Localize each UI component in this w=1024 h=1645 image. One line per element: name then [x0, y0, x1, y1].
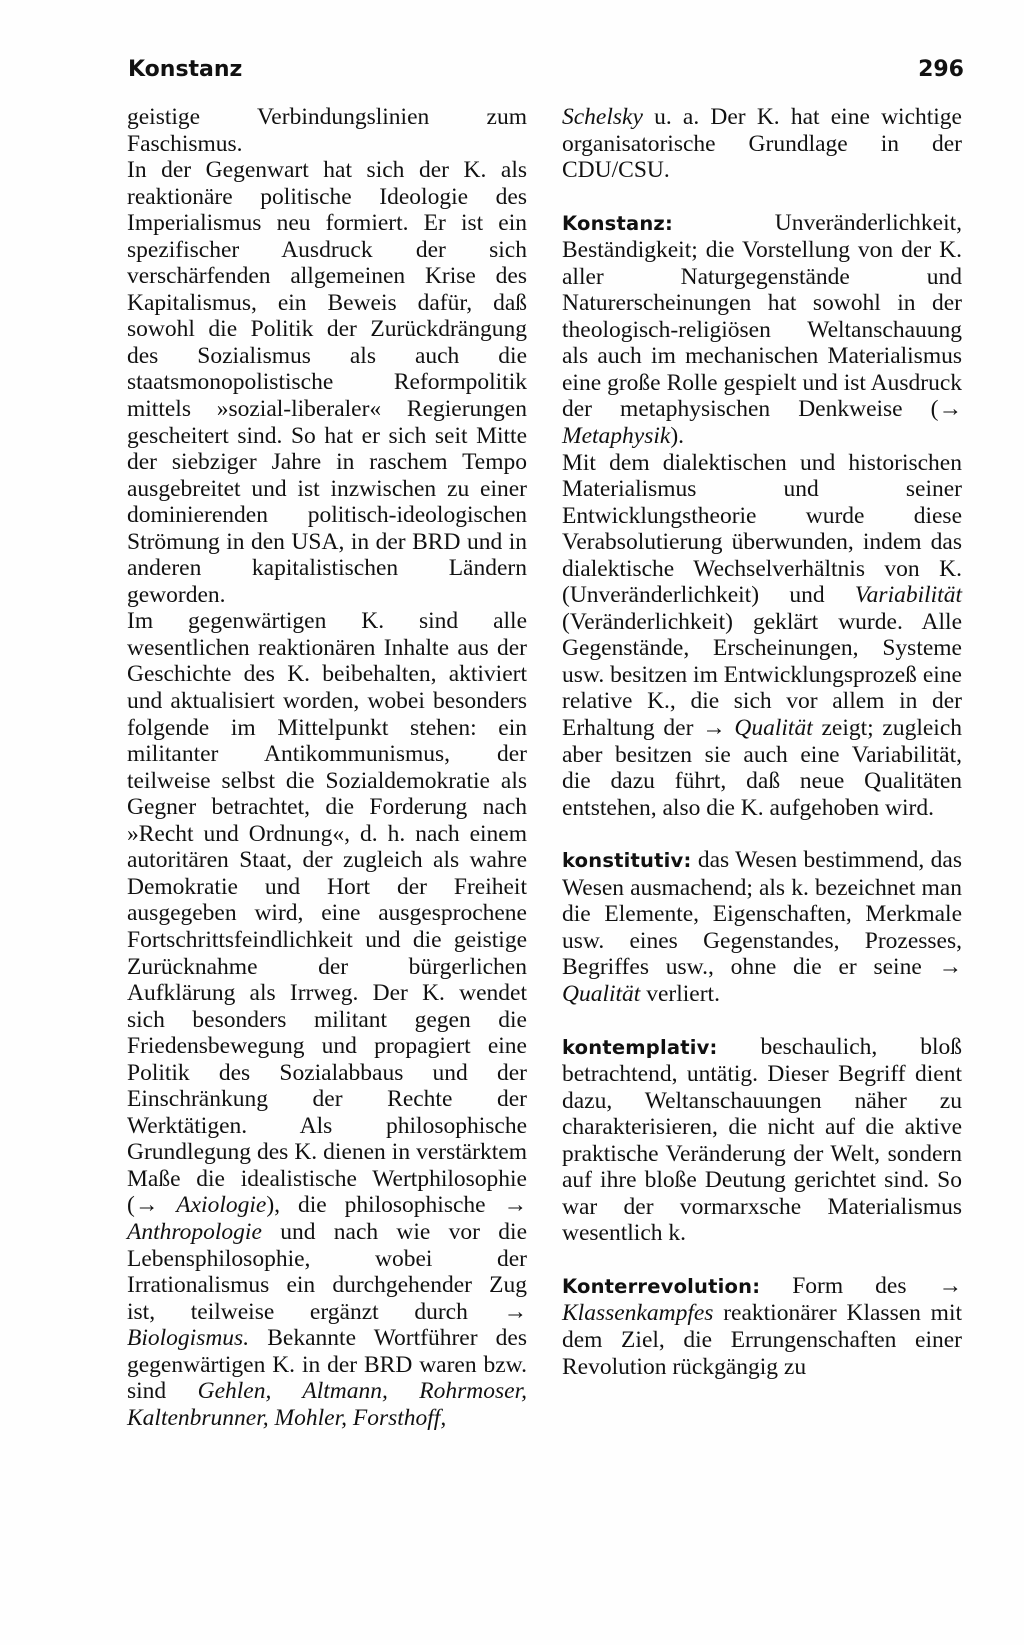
- cross-reference-link[interactable]: Klassenkampfes: [562, 1300, 714, 1327]
- entry-definition: Form des: [792, 1272, 907, 1299]
- entry-term: Konstanz:: [562, 211, 673, 235]
- cross-reference-link[interactable]: Qualität: [562, 980, 641, 1007]
- entry-term: Konterrevolution:: [562, 1274, 761, 1298]
- arrow-icon: →: [503, 1192, 528, 1219]
- cross-reference-link[interactable]: Metaphysik: [562, 423, 671, 450]
- arrow-icon: →: [938, 954, 962, 981]
- running-head-title: Konstanz: [128, 57, 243, 82]
- arrow-icon: →: [938, 396, 962, 423]
- entry-definition: ).: [670, 423, 685, 450]
- person-name: Schelsky: [562, 104, 643, 130]
- paragraph-continuation: [562, 104, 962, 184]
- arrow-icon: →: [702, 715, 726, 742]
- right-column: [562, 104, 962, 1380]
- entry-definition: das Wesen bestimmend, das Wesen ausmachend; als k. bezeichnet man die Elemente, Eigenschaften, Merkmale usw. eines Gegenstandes, Prozesses, Begriffes usw., ohne die er seine: [562, 847, 962, 981]
- paragraph-current-conservatism: [127, 608, 527, 1431]
- paragraph-present-day: In der Gegenwart hat sich der K. als reaktionäre politische Ideologie des Imperialismus neu formiert. Er ist ein spezifischer Ausdruck der sich verschärfenden allgemeinen Krise des Kapitalismus, ein Beweis dafür, daß sowohl die Politik der Zurückdrängung des Sozialismus als auch die staatsmonopolistische Reformpolitik mittels »sozial-liberaler« Regierungen gescheitert sind. So hat er sich seit Mitte der siebziger Jahre in raschem Tempo ausgebreitet und ist inzwischen zu einer dominierenden politisch-ideologischen Strömung in den USA, in der BRD und in anderen kapitalistischen Ländern geworden.: [127, 157, 527, 608]
- names-list: Gehlen, Altmann, Rohrmoser, Kaltenbrunner, Mohler, Forsthoff,: [127, 1378, 527, 1431]
- cross-reference-link[interactable]: Axiologie: [176, 1192, 267, 1219]
- cross-reference-link[interactable]: Variabilität: [854, 582, 962, 609]
- paragraph-text: und nach wie vor die Lebensphilosophie, wobei der Irrationalismus ein durchgehender Zug ist, teilweise ergänzt durch: [127, 1218, 528, 1325]
- entry-definition: Unveränderlichkeit, Beständigkeit; die Vorstellung von der K. aller Naturgegenstände und Naturerscheinungen hat sowohl in der theologisch-religiösen Weltanschauung als auch im mechanischen Materialismus eine große Rolle gespielt und ist Ausdruck der metaphysischen Denkweise (: [562, 209, 962, 423]
- arrow-icon: →: [938, 1272, 963, 1299]
- entry-konstanz: [562, 210, 962, 450]
- paragraph-text: Mit dem dialektischen und historischen Materialismus und seiner Entwicklungstheorie wurde diese Verabsolutierung überwunden, indem das dialektische Wechselverhältnis von K. (Unveränderlichkeit) und: [562, 449, 962, 609]
- entry-konstitutiv: [562, 847, 962, 1007]
- entry-konstanz-paragraph-2: [562, 450, 962, 822]
- paragraph-text: (Veränderlichkeit) geklärt wurde. Alle Gegenstände, Erscheinungen, Systeme usw. besitzen im Entwicklungsprozeß eine relative K., die sich vor allem in der Erhaltung der: [562, 608, 962, 742]
- paragraph-text: Im gegenwärtigen K. sind alle wesentlichen reaktionären Inhalte aus der Geschichte des K. beibehalten, aktiviert und aktualisiert worden, wobei besonders folgende im Mittelpunkt stehen: ein militanter Antikommunismus, der teilweise selbst die Sozialdemokratie als Gegner betrachtet, die Forderung nach »Recht und Ordnung«, d. h. nach einem autoritären Staat, der zugleich als wahre Demokratie und Hort der Freiheit ausgegeben wird, eine ausgesprochene Fortschrittsfeindlichkeit und die geistige Zurücknahme der bürgerlichen Aufklärung als Irrweg. Der K. wendet sich besonders militant gegen die Friedensbewegung und propagiert eine Politik des Sozialabbaus und der Einschränkung der Rechte der Werktätigen. Als philosophische Grundlegung des K. dienen in verstärktem Maße die idealistische Wertphilosophie (: [127, 608, 527, 1219]
- page-number: 296: [918, 57, 964, 82]
- entry-definition: beschaulich, bloß betrachtend, untätig. Dieser Begriff dient dazu, Weltanschauungen näher zu charakterisieren, die nicht auf die aktive praktische Veränderung der Welt, sondern auf ihre bloße Deutung gerichtet sind. So war der vormarxsche Materialismus wesentlich k.: [562, 1033, 962, 1247]
- arrow-icon: →: [134, 1192, 159, 1219]
- cross-reference-link[interactable]: Anthropologie: [127, 1218, 262, 1245]
- entry-term: konstitutiv:: [562, 849, 692, 873]
- entry-definition: verliert.: [646, 980, 720, 1007]
- entry-definition: reaktionärer Klassen mit dem Ziel, die Errungenschaften einer Revolution rückgängig zu: [562, 1300, 963, 1380]
- arrow-icon: →: [503, 1298, 527, 1325]
- paragraph-text: u. a. Der K. hat eine wichtige organisatorische Grundlage in der CDU/CSU.: [562, 104, 962, 184]
- paragraph-text: Bekannte Wortführer des gegenwärtigen K. in der BRD waren bzw. sind: [127, 1325, 527, 1405]
- cross-reference-link[interactable]: Qualität: [734, 715, 813, 742]
- entry-konterrevolution: [562, 1273, 962, 1380]
- paragraph-continuation: geistige Verbindungslinien zum Faschismus.: [127, 104, 527, 157]
- entry-term: kontemplativ:: [562, 1035, 718, 1059]
- cross-reference-link[interactable]: Biologismus.: [127, 1325, 250, 1352]
- entry-kontemplativ: [562, 1034, 962, 1247]
- paragraph-text: zeigt; zugleich aber besitzen sie auch eine Variabilität, die dazu führt, daß neue Qualitäten entstehen, also die K. aufgehoben wird.: [562, 715, 962, 821]
- left-column: [127, 104, 527, 1431]
- paragraph-text: ), die philosophische: [266, 1192, 486, 1219]
